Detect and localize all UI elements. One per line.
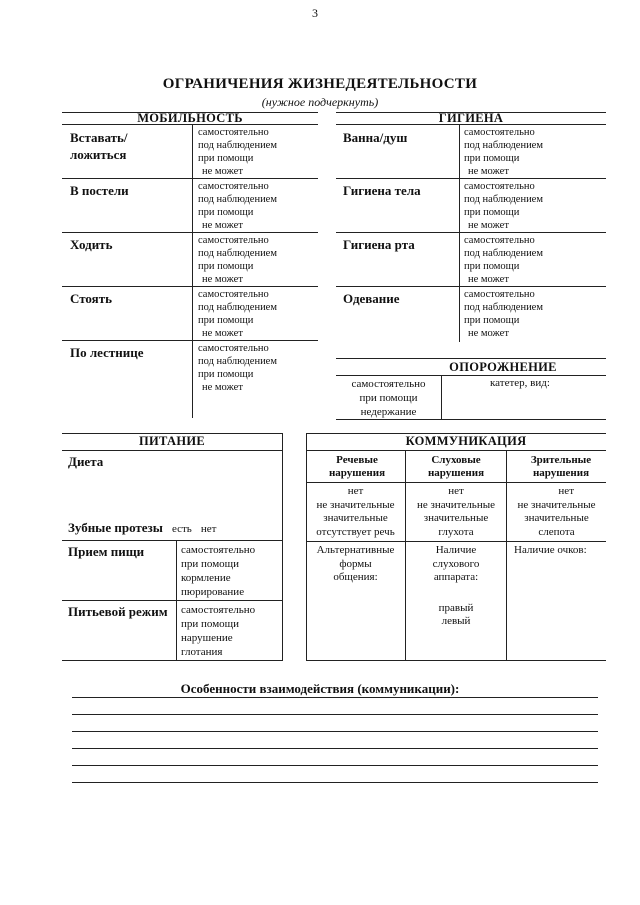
hygiene-label-dressing: Одевание [343, 291, 400, 306]
page-number: 3 [312, 6, 318, 20]
vision-col-title: Зрительные нарушения [530, 454, 592, 479]
drink-label: Питьевой режим [68, 604, 168, 619]
mobility-options-walk: самостоятельно под наблюдением при помощи не может [198, 235, 277, 285]
hygiene-label-mouth: Гигиена рта [343, 237, 415, 252]
hygiene-options-dressing: самостоятельно под наблюдением при помощи не может [464, 289, 543, 339]
speech-col-title: Речевые нарушения [328, 454, 386, 479]
hearing-extra: Наличие слухового аппарата: правый левый [432, 544, 480, 627]
interaction-line[interactable] [72, 782, 598, 783]
hygiene-label-bath: Ванна/душ [343, 130, 408, 145]
speech-extra: Альтернативные формы общения: [316, 544, 395, 583]
mobility-header: МОБИЛЬНОСТЬ [137, 111, 243, 125]
mobility-label-walk: Ходить [70, 237, 113, 252]
meal-options: самостоятельно при помощи кормление пюрирование [181, 544, 256, 598]
interaction-title: Особенности взаимодействия (коммуникации): [180, 681, 460, 696]
page-title: ОГРАНИЧЕНИЯ ЖИЗНЕДЕЯТЕЛЬНОСТИ [162, 76, 478, 92]
meal-label: Прием пищи [68, 544, 145, 559]
interaction-line[interactable] [72, 714, 598, 715]
mobility-options-get-up: самостоятельно под наблюдением при помощи не может [198, 127, 277, 177]
hygiene-options-mouth: самостоятельно под наблюдением при помощи не может [464, 235, 543, 285]
hygiene-options-bath: самостоятельно под наблюдением при помощи не может [464, 127, 543, 177]
dentures-yes: есть [171, 523, 192, 535]
page-subtitle: (нужное подчеркнуть) [261, 95, 379, 109]
excretion-header: ОПОРОЖНЕНИЕ [449, 360, 557, 374]
hearing-col-title: Слуховые нарушения [427, 454, 485, 479]
nutrition-header: ПИТАНИЕ [138, 434, 206, 448]
mobility-options-bed: самостоятельно под наблюдением при помощи не может [198, 181, 277, 231]
communication-header: КОММУНИКАЦИЯ [405, 434, 527, 448]
mobility-options-stairs: самостоятельно под наблюдением при помощи не может [198, 343, 277, 393]
mobility-options-stand: самостоятельно под наблюдением при помощи не может [198, 289, 277, 339]
interaction-line[interactable] [72, 765, 598, 766]
dentures-no: нет [200, 523, 217, 535]
interaction-line[interactable] [72, 748, 598, 749]
diet-label: Диета [68, 454, 104, 469]
mobility-label-get-up: Вставать/ ложиться [70, 130, 128, 162]
hygiene-header: ГИГИЕНА [438, 111, 504, 125]
mobility-label-stairs: По лестнице [70, 345, 144, 360]
interaction-line[interactable] [72, 697, 598, 698]
vision-options: нет не значительные значительные слепота [517, 485, 596, 538]
excretion-catheter: катетер, вид: [490, 377, 550, 389]
mobility-label-bed: В постели [70, 183, 129, 198]
excretion-options: самостоятельно при помощи недержание [351, 378, 426, 418]
interaction-line[interactable] [72, 731, 598, 732]
hearing-options: нет не значительные значительные глухота [417, 485, 495, 538]
drink-options: самостоятельно при помощи нарушение глотания [181, 604, 256, 658]
hygiene-label-body: Гигиена тела [343, 183, 421, 198]
mobility-label-stand: Стоять [70, 291, 112, 306]
dentures-row [68, 520, 216, 536]
speech-options: нет не значительные значительные отсутствует речь [316, 485, 395, 538]
dentures-label: Зубные протезы [68, 520, 163, 535]
vision-extra: Наличие очков: [514, 544, 587, 556]
hygiene-options-body: самостоятельно под наблюдением при помощи не может [464, 181, 543, 231]
